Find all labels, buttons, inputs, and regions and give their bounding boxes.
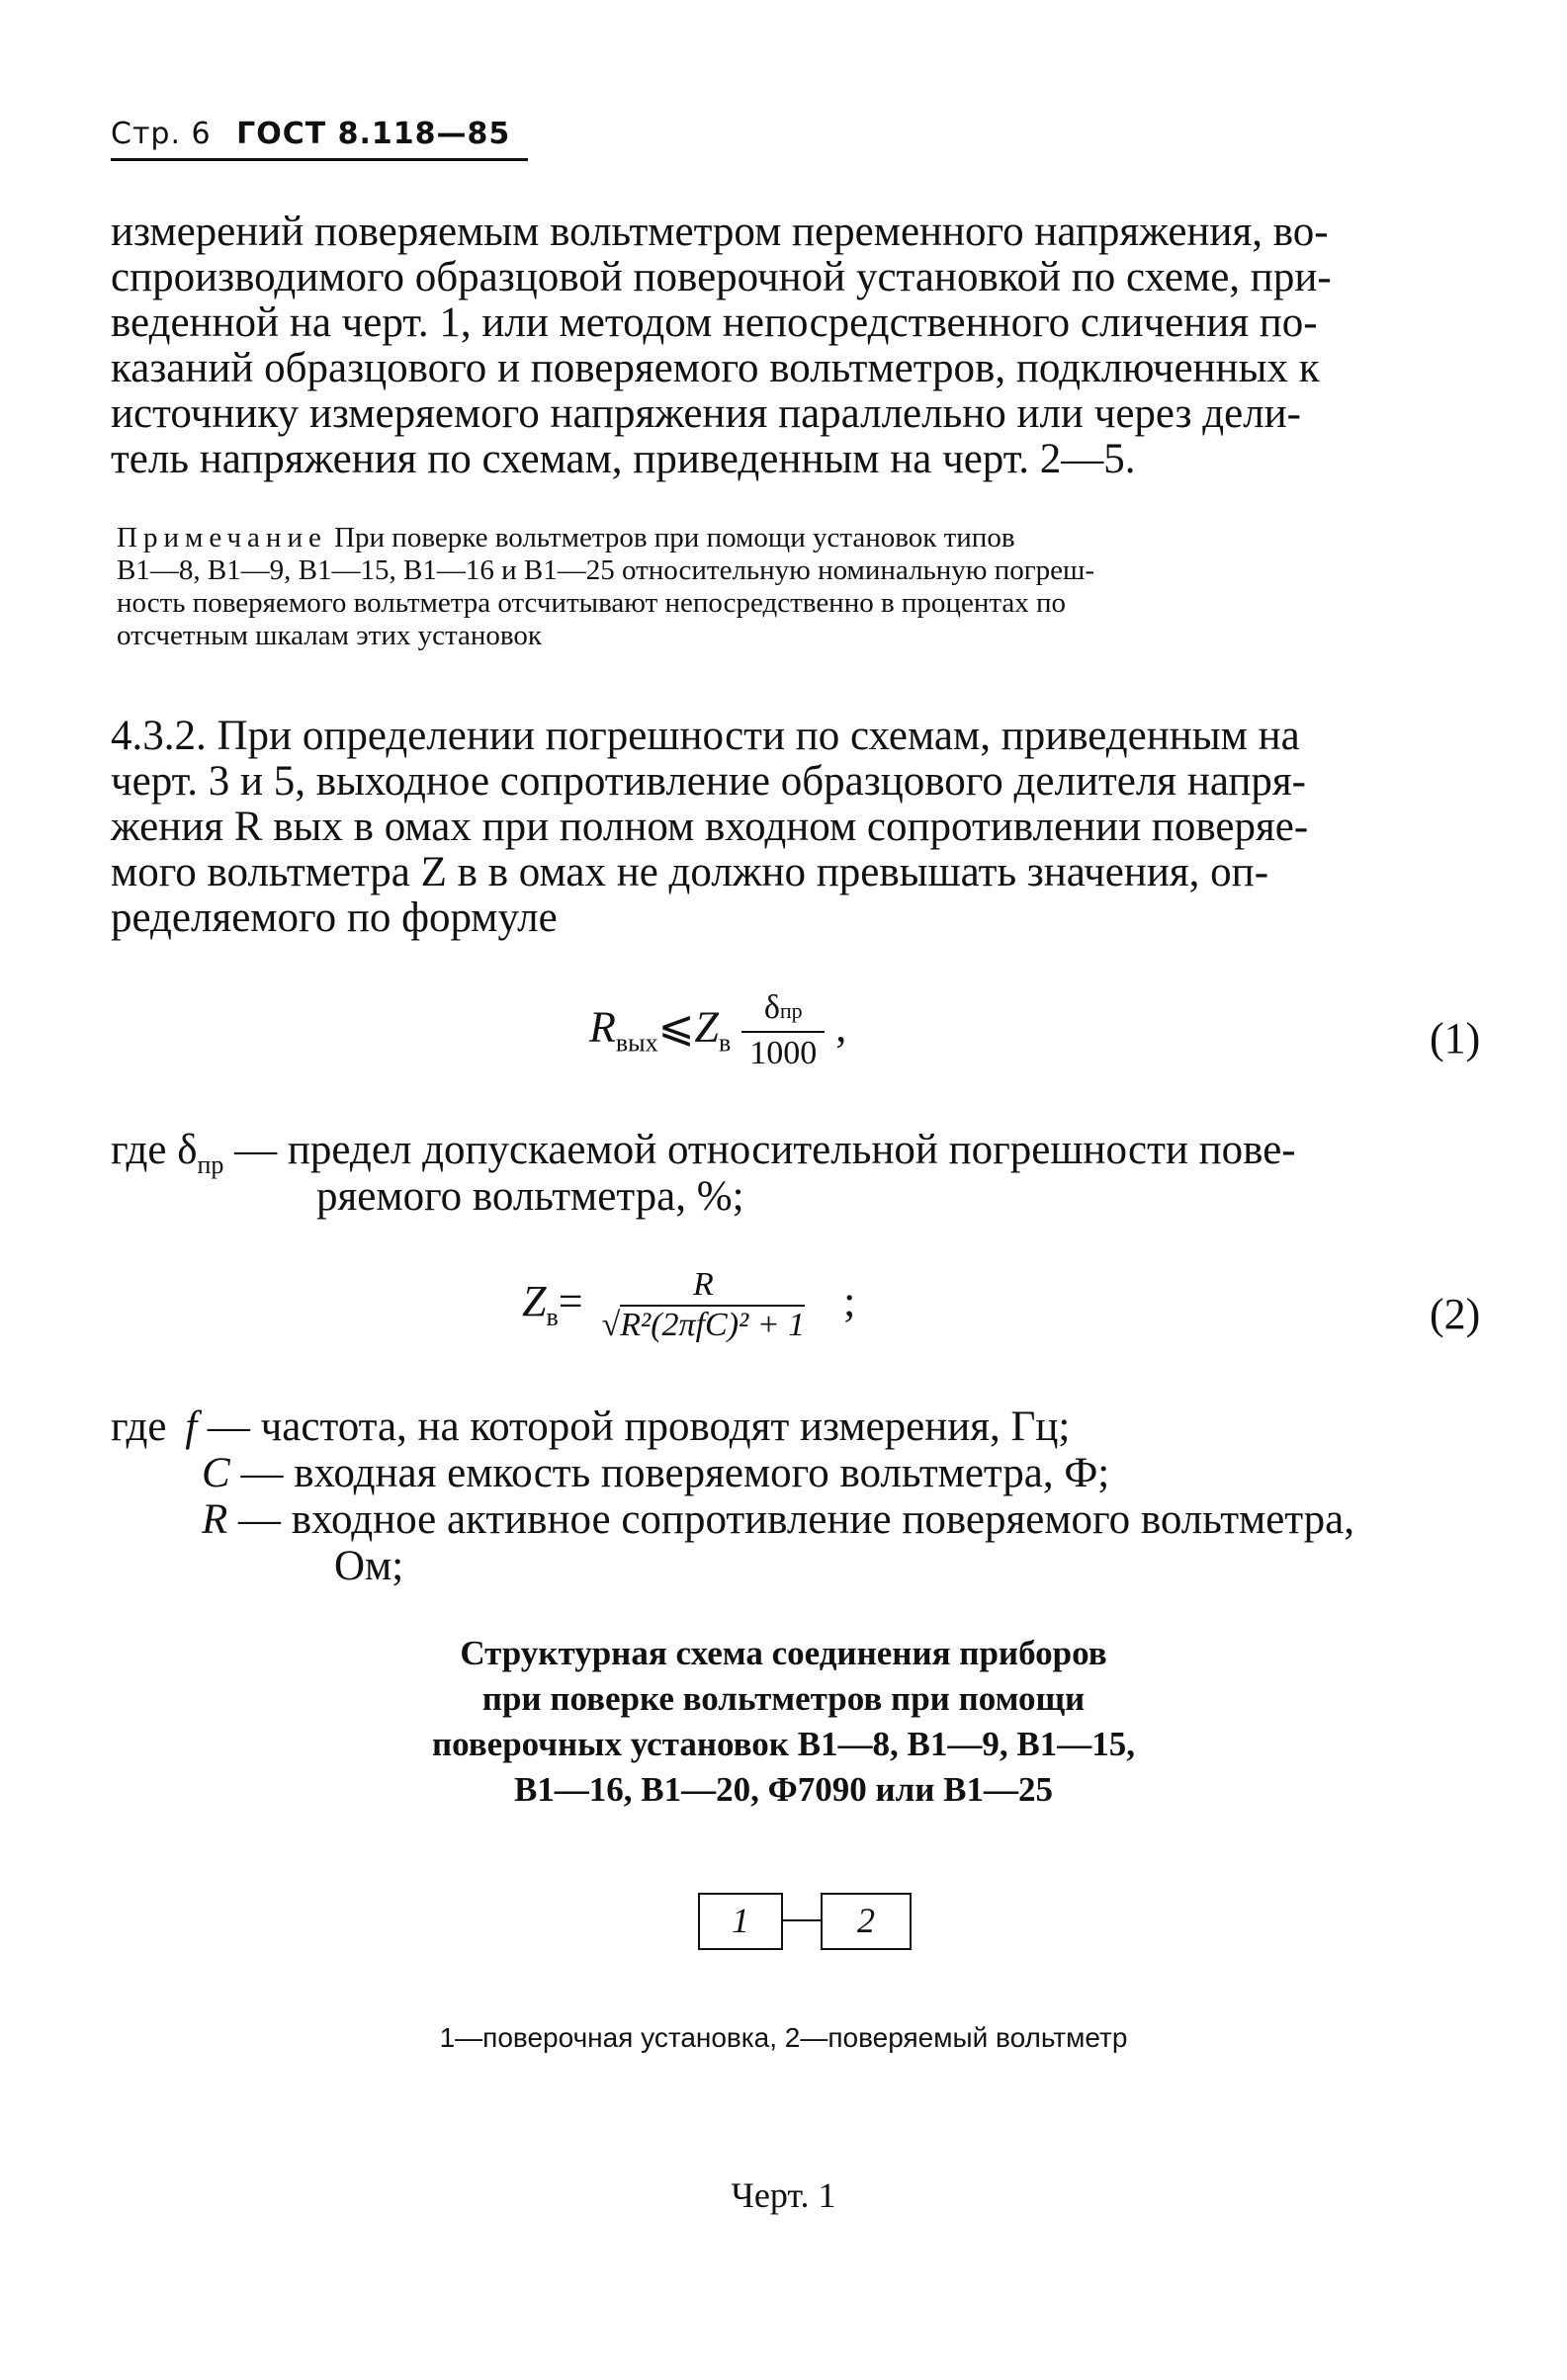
where2-symbol: f — [185, 1403, 198, 1450]
connector-line — [781, 1919, 821, 1921]
formula2-denominator: R²(2πfC)² + 1 — [620, 1307, 806, 1343]
note-block — [117, 522, 1486, 652]
where2-symbol: R — [202, 1496, 228, 1543]
formula2-equals: = — [558, 1277, 583, 1326]
where1-line: ряемого вольтметра, %; — [316, 1173, 744, 1220]
figure-caption: 1—поверочная установка, 2—поверяемый вольтметр — [439, 2022, 1128, 2053]
section-line: мого вольтметра Z в в омах не должно превышать значения, оп- — [111, 849, 1269, 895]
sqrt-icon: √ — [601, 1307, 621, 1343]
note-line: В1—8, В1—9, В1—15, В1—16 и В1—25 относительную номинальную погреш- — [117, 554, 1094, 586]
formula1-denominator: 1000 — [741, 1031, 825, 1074]
formula1-fraction — [741, 988, 825, 1074]
diagram-box-1: 1 — [698, 1893, 783, 1950]
where2-symbol: C — [202, 1450, 230, 1496]
equation-number-2: (2) — [1430, 1290, 1481, 1338]
intro-line: тель напряжения по схемам, приведенным на черт. 2—5. — [111, 436, 1136, 482]
where2-lead: где — [111, 1403, 167, 1450]
intro-paragraph — [111, 210, 1485, 482]
note-line: ность поверяемого вольтметра отсчитывают непосредственно в процентах по — [117, 587, 1067, 619]
where1-dash: — — [234, 1127, 278, 1173]
note-line: отсчетным шкалам этих установок — [117, 620, 542, 651]
intro-line: измерений поверяемым вольтметром переменного напряжения, во- — [111, 209, 1329, 255]
note-label: Примечание — [117, 522, 327, 553]
where1-symbol-sub: пр — [197, 1150, 224, 1179]
where2-tail: Ом; — [334, 1543, 404, 1589]
formula2-lhs: Z — [522, 1277, 547, 1326]
intro-line: спроизводимого образцовой поверочной установкой по схеме, при- — [111, 254, 1332, 300]
section-line: жения R вых в омах при полном входном сопротивлении поверяе- — [111, 804, 1309, 850]
section-line: черт. 3 и 5, выходное сопротивление образцового делителя напря- — [111, 758, 1306, 805]
formula1-z-sub: в — [719, 1028, 732, 1058]
formula-2 — [522, 1265, 855, 1346]
where-block-2 — [111, 1403, 1534, 1601]
formula1-lhs-sub: вых — [615, 1028, 658, 1058]
formula2-punct: ; — [843, 1277, 856, 1326]
figure-title-line: В1—16, В1—20, Ф7090 или В1—25 — [513, 1770, 1054, 1809]
figure-title-line: при поверке вольтметров при помощи — [481, 1679, 1086, 1718]
section-paragraph — [111, 714, 1485, 941]
where2-text: — входная емкость поверяемого вольтметра, Ф; — [240, 1450, 1110, 1496]
formula-1 — [589, 988, 846, 1074]
page-header — [111, 117, 510, 151]
where-block-1 — [111, 1127, 1495, 1235]
where1-line: предел допускаемой относительной погрешности пове- — [287, 1127, 1296, 1173]
formula1-punct: , — [835, 1002, 847, 1052]
where2-text: — частота, на которой проводят измерения, Гц; — [207, 1403, 1071, 1450]
where2-text: — входное активное сопротивление поверяемого вольтметра, — [238, 1496, 1354, 1543]
formula1-relation: ⩽ — [657, 1002, 695, 1052]
equation-number-1: (1) — [1430, 1014, 1481, 1062]
figure-title-line: поверочных установок В1—8, В1—9, В1—15, — [431, 1725, 1135, 1763]
figure-title-line: Структурная схема соединения приборов — [460, 1634, 1107, 1672]
page-number: Стр. 6 — [111, 117, 212, 151]
intro-line: веденной на черт. 1, или методом непосредственного сличения по- — [111, 299, 1318, 346]
header-rule — [111, 158, 528, 161]
diagram-box-2: 2 — [821, 1893, 912, 1950]
formula1-numerator: δ — [763, 989, 780, 1026]
formula2-lhs-sub: в — [546, 1303, 559, 1332]
figure-label: Черт. 1 — [731, 2175, 836, 2215]
intro-line: казаний образцового и поверяемого вольтметров, подключенных к — [111, 345, 1320, 391]
intro-line: источнику измеряемого напряжения параллельно или через дели- — [111, 390, 1301, 437]
formula1-z: Z — [694, 1002, 719, 1052]
section-line: ределяемого по формуле — [111, 894, 558, 941]
document-code: ГОСТ 8.118—85 — [236, 117, 511, 151]
figure-title — [297, 1631, 1270, 1813]
formula1-lhs: R — [589, 1002, 616, 1052]
formula2-numerator: R — [692, 1266, 714, 1303]
formula2-fraction — [594, 1265, 814, 1346]
note-line: При поверке вольтметров при помощи установок типов — [326, 522, 1015, 553]
formula1-numerator-sub: пр — [779, 998, 803, 1023]
where1-symbol: δ — [177, 1127, 198, 1173]
where1-lead: где — [111, 1127, 167, 1173]
section-line: 4.3.2. При определении погрешности по схемам, приведенным на — [111, 713, 1300, 759]
